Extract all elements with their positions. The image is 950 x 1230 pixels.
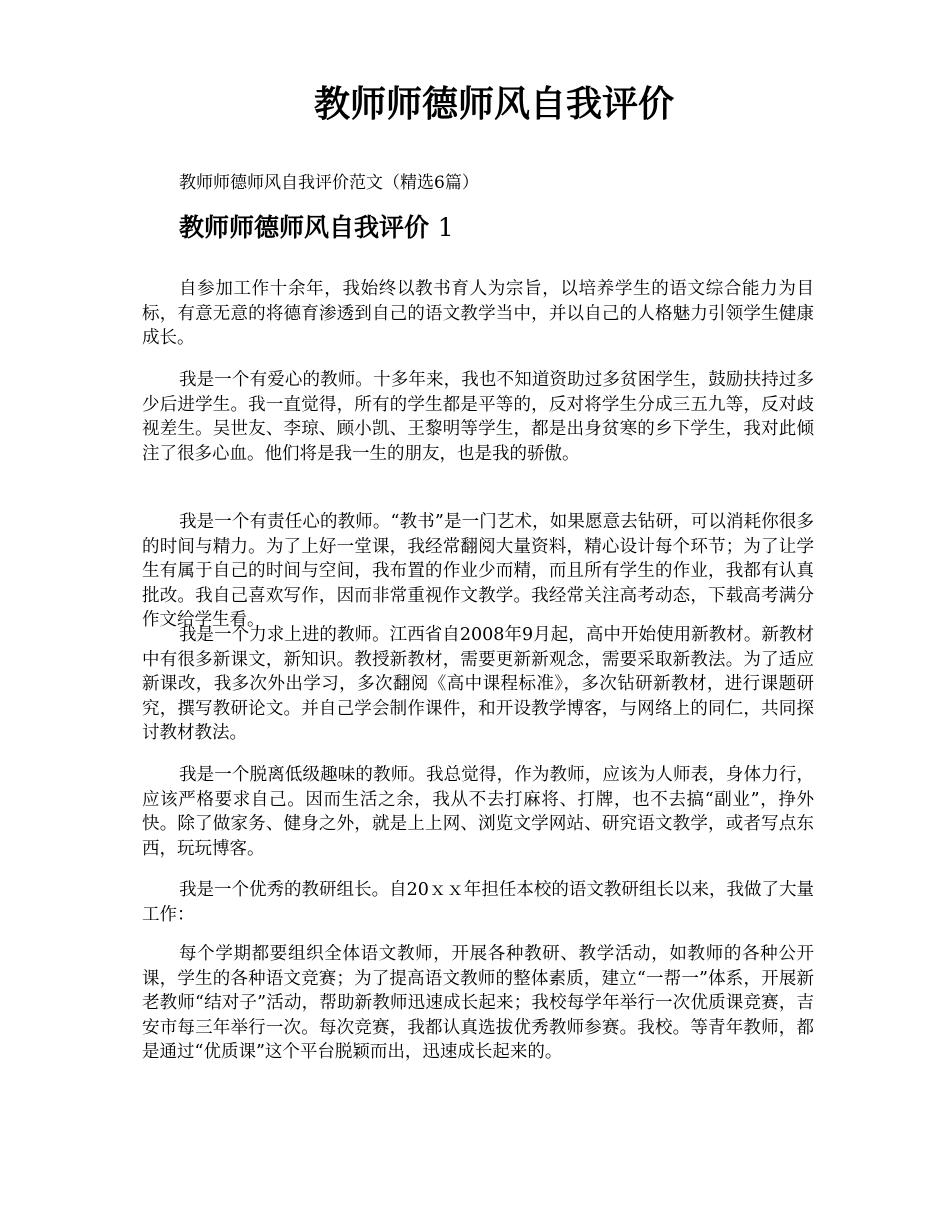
body-paragraph: 我是一个有责任心的教师。“教书”是一门艺术，如果愿意去钻研，可以消耗你很多的时间与精力。为了上好一堂课，我经常翻阅大量资料，精心设计每个环节；为了让学生有属于自己的时间与空间，我布置的作业少而精，而且所有学生的作业，我都有认真批改。我自己喜欢写作，因而非常重视作文教学。我经常关注高考动态，下载高考满分作文给学生看。 [142, 512, 814, 630]
body-paragraph: 我是一个优秀的教研组长。自20ｘｘ年担任本校的语文教研组长以来，我做了大量工作： [142, 880, 814, 925]
section-heading-number: 1 [437, 213, 454, 242]
section-heading-text: 教师师德师风自我评价 [179, 213, 430, 242]
body-paragraph: 自参加工作十余年，我始终以教书育人为宗旨，以培养学生的语文综合能力为目标，有意无意的将德育渗透到自己的语文教学当中，并以自己的人格魅力引领学生健康成长。 [142, 279, 814, 348]
document-title: 教师师德师风自我评价 [313, 83, 674, 125]
body-paragraph: 每个学期都要组织全体语文教师，开展各种教研、教学活动，如教师的各种公开课，学生的各种语文竞赛；为了提高语文教师的整体素质，建立“一帮一”体系，开展新老教师“结对子”活动，帮助新教师迅速成长起来；我校每学年举行一次优质课竞赛，吉安市每三年举行一次。每次竞赛，我都认真选拔优秀教师参赛。我校。等青年教师，都是通过“优质课”这个平台脱颖而出，迅速成长起来的。 [142, 944, 814, 1062]
document-subtitle: 教师师德师风自我评价范文（精选6篇） [179, 173, 479, 193]
section-heading [179, 208, 454, 248]
body-paragraph: 我是一个脱离低级趣味的教师。我总觉得，作为教师，应该为人师表，身体力行，应该严格要求自己。因而生活之余，我从不去打麻将、打牌，也不去搞“副业”，挣外快。除了做家务、健身之外，就是上上网、浏览文学网站、研究语文教学，或者写点东西，玩玩博客。 [142, 765, 814, 859]
body-paragraph: 我是一个力求上进的教师。江西省自2008年9月起，高中开始使用新教材。新教材中有很多新课文，新知识。教授新教材，需要更新新观念，需要采取新教法。为了适应新课改，我多次外出学习，多次翻阅《高中课程标准》，多次钻研新教材，进行课题研究，撰写教研论文。并自己学会制作课件，和开设教学博客，与网络上的同仁，共同探讨教材教法。 [142, 625, 814, 743]
body-paragraph: 我是一个有爱心的教师。十多年来，我也不知道资助过多贫困学生，鼓励扶持过多少后进学生。我一直觉得，所有的学生都是平等的，反对将学生分成三五九等，反对歧视差生。吴世友、李琼、顾小凯、王黎明等学生，都是出身贫寒的乡下学生，我对此倾注了很多心血。他们将是我一生的朋友，也是我的骄傲。 [142, 370, 814, 464]
